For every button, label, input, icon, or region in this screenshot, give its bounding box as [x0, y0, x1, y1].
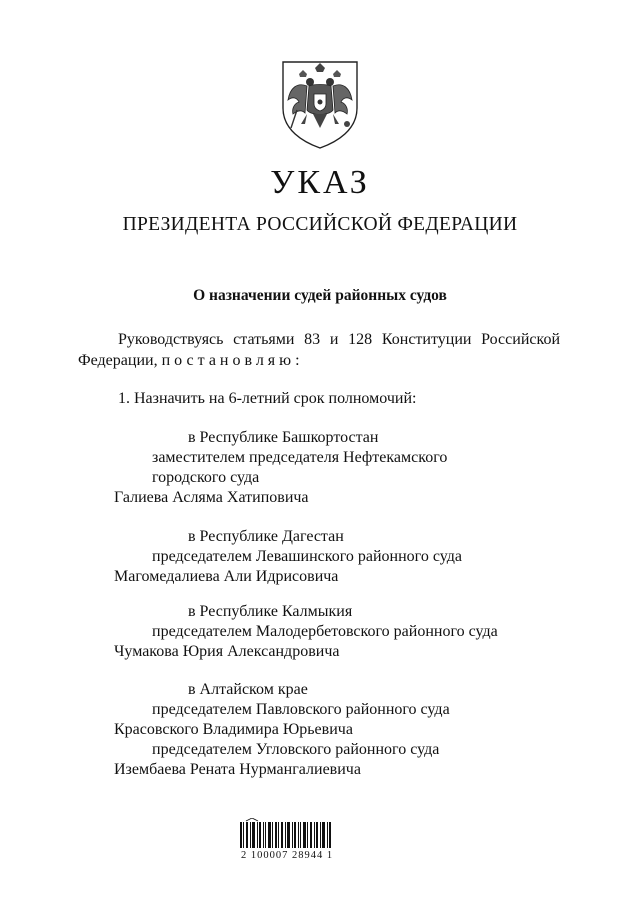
appointee-name: Магомедалиева Али Идрисовича: [114, 568, 339, 585]
barcode-number: 2 100007 28944 1: [241, 850, 334, 861]
item-1: 1. Назначить на 6-летний срок полномочий:: [118, 390, 417, 407]
appointee-name: Галиева Асляма Хатиповича: [114, 489, 309, 506]
intro-line-1: Руководствуясь статьями 83 и 128 Конституции Российской: [118, 331, 560, 348]
coat-of-arms-emblem: [277, 58, 363, 150]
region-label: в Алтайском крае: [188, 681, 308, 698]
region-label: в Республике Дагестан: [188, 528, 344, 545]
decree-subtitle: ПРЕЗИДЕНТА РОССИЙСКОЙ ФЕДЕРАЦИИ: [122, 214, 518, 235]
barcode-image: [240, 818, 332, 848]
intro-line-2-start: Федерации,: [78, 352, 162, 369]
decree-title: УКАЗ: [270, 164, 370, 201]
region-label: в Республике Калмыкия: [188, 603, 353, 620]
appointee-name: Красовского Владимира Юрьевича: [114, 721, 353, 738]
position-line: председателем Угловского районного суда: [152, 741, 440, 758]
position-line: председателем Павловского районного суда: [152, 701, 450, 718]
region-label: в Республике Башкортостан: [188, 429, 379, 446]
position-line: председателем Левашинского районного суда: [152, 548, 462, 565]
position-line: председателем Малодербетовского районного суда: [152, 623, 498, 640]
document-heading: О назначении судей районных судов: [193, 287, 447, 304]
position-line: заместителем председателя Нефтекамского: [152, 449, 448, 466]
intro-decree-word: постановляю:: [161, 352, 304, 369]
intro-line-2: [78, 352, 304, 370]
appointee-name: Изембаева Рената Нурмангалиевича: [114, 761, 361, 778]
appointee-name: Чумакова Юрия Александровича: [114, 643, 340, 660]
position-line: городского суда: [152, 469, 260, 486]
